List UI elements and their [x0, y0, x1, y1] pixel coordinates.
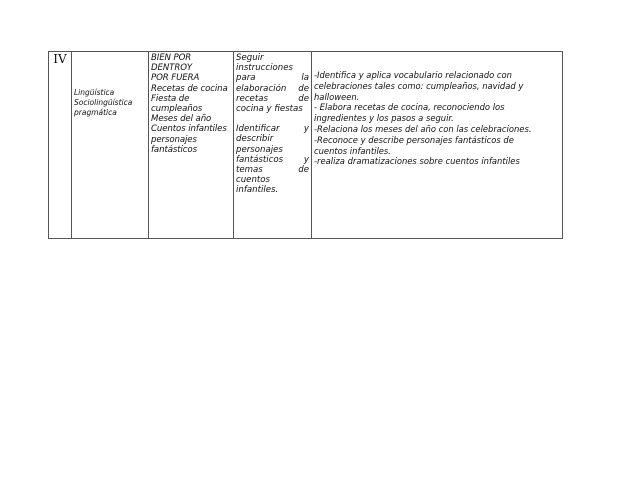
content-item: personajes	[151, 134, 197, 145]
content-item: BIEN POR	[151, 53, 192, 63]
content-item: DENTROY	[151, 63, 193, 74]
content-item: Meses del año	[151, 114, 212, 125]
indicator-list	[312, 52, 562, 167]
skills-cell	[234, 52, 312, 239]
area-item: Sociolingüística	[74, 98, 133, 107]
skill-paragraph: Identificar y describir personajes fantásticos y temas de cuentos infantiles.	[236, 124, 309, 196]
area-list	[72, 88, 148, 118]
indicator-line: -Reconoce y describe personajes fantásticos de	[314, 134, 514, 145]
table-row	[49, 52, 563, 239]
indicator-line: halloween.	[314, 91, 360, 102]
content-item: POR FUERA	[151, 73, 200, 84]
content-item: Recetas de cocina	[151, 83, 228, 94]
indicator-line: ingredientes y los pasos a seguir.	[314, 113, 454, 124]
skills-block	[234, 52, 311, 196]
indicator-line: cuentos infantiles.	[314, 145, 391, 156]
indicator-line: -Identifica y aplica vocabulario relacionado con	[314, 70, 512, 80]
content-item: Cuentos infantiles	[151, 124, 227, 135]
content-list	[149, 52, 233, 155]
level-label: IV	[53, 52, 67, 66]
indicator-line: celebraciones tales como: cumpleaños, navidad y	[314, 80, 524, 91]
indicator-line: -Relaciona los meses del año con las celebraciones.	[314, 123, 532, 134]
curriculum-table	[48, 51, 563, 239]
skill-paragraph: Seguir instrucciones para la elaboración de recetas de cocina y fiestas	[236, 53, 309, 115]
paragraph-gap	[236, 114, 309, 124]
indicator-line: -realiza dramatizaciones sobre cuentos infantiles	[314, 156, 520, 167]
area-item: pragmática	[74, 108, 117, 117]
area-item: Lingüística	[74, 88, 115, 97]
area-cell	[72, 52, 149, 239]
level-cell	[49, 52, 72, 239]
indicators-cell	[312, 52, 563, 239]
content-item: cumpleaños	[151, 104, 203, 115]
content-item: fantásticos	[151, 144, 197, 155]
indicator-line: - Elabora recetas de cocina, reconociendo los	[314, 102, 505, 113]
content-cell	[149, 52, 234, 239]
content-item: Fiesta de	[151, 93, 190, 104]
